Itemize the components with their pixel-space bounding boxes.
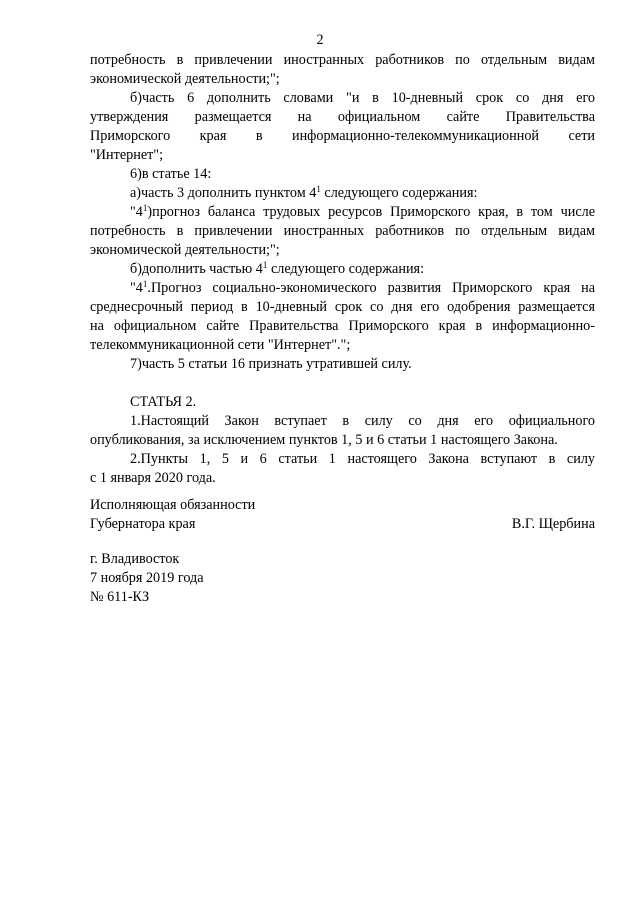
paragraph-line: 1.Настоящий Закон вступает в силу со дня его официального xyxy=(130,413,595,429)
signature-row xyxy=(90,515,595,534)
paragraph-text: "4 xyxy=(130,204,143,220)
document-body xyxy=(90,51,595,488)
superscript: 1 xyxy=(142,203,148,213)
paragraph-line: телекоммуникационной сети "Интернет"."; xyxy=(90,337,351,353)
superscript: 1 xyxy=(262,260,268,270)
paragraph-line xyxy=(90,260,595,279)
paragraph-line: "Интернет"; xyxy=(90,147,164,163)
paragraph-text: "4 xyxy=(130,280,143,296)
paragraph-line: потребность в привлечении иностранных работников по отдельным видам xyxy=(90,223,595,239)
paragraph-line: с 1 января 2020 года. xyxy=(90,470,216,486)
paragraph-line: потребность в привлечении иностранных работников по отдельным видам xyxy=(90,52,595,68)
law-number: № 611-КЗ xyxy=(90,589,150,605)
paragraph-line: 6)в статье 14: xyxy=(130,166,212,182)
date: 7 ноября 2019 года xyxy=(90,570,204,586)
article-heading: СТАТЬЯ 2. xyxy=(130,394,197,410)
paragraph-line: Приморского края в информационно-телекоммуникационной сети xyxy=(90,128,595,144)
paragraph-text: б)дополнить частью 4 xyxy=(130,261,263,277)
superscript: 1 xyxy=(316,184,321,194)
paragraph-line: на официальном сайте Правительства Приморского края в информационно- xyxy=(90,318,595,334)
paragraph-line: экономической деятельности;"; xyxy=(90,71,280,87)
paragraph-line: среднесрочный период в 10-дневный срок со дня его одобрения размещается xyxy=(90,299,595,315)
page-number: 2 xyxy=(316,32,324,48)
paragraph-text: )прогноз баланса трудовых ресурсов Приморского края, в том числе xyxy=(147,204,595,220)
superscript: 1 xyxy=(142,279,148,289)
signatory-title: Губернатора края xyxy=(90,516,196,532)
paragraph-line: утверждения размещается на официальном сайте Правительства xyxy=(90,109,595,125)
signature-block xyxy=(90,496,595,534)
paragraph-line: опубликования, за исключением пунктов 1, 5 и 6 статьи 1 настоящего Закона. xyxy=(90,432,558,448)
paragraph-line xyxy=(90,203,595,222)
signatory-name: В.Г. Щербина xyxy=(511,516,595,532)
paragraph-line: экономической деятельности;"; xyxy=(90,242,280,258)
paragraph-text: а)часть 3 дополнить пунктом 4 xyxy=(130,185,317,201)
paragraph-text: .Прогноз социально-экономического развития Приморского края на xyxy=(147,280,595,296)
paragraph-line: 7)часть 5 статьи 16 признать утратившей силу. xyxy=(130,356,412,372)
paragraph-text: следующего содержания: xyxy=(267,261,425,277)
place-date-block xyxy=(90,550,595,607)
paragraph-line: 2.Пункты 1, 5 и 6 статьи 1 настоящего Закона вступают в силу xyxy=(130,451,595,467)
paragraph-line xyxy=(90,184,595,203)
signatory-title: Исполняющая обязанности xyxy=(90,497,256,513)
city: г. Владивосток xyxy=(90,551,180,567)
paragraph-line: б)часть 6 дополнить словами "и в 10-дневный срок со дня его xyxy=(130,90,595,106)
paragraph-text: следующего содержания: xyxy=(320,185,478,201)
paragraph-line xyxy=(90,279,595,298)
